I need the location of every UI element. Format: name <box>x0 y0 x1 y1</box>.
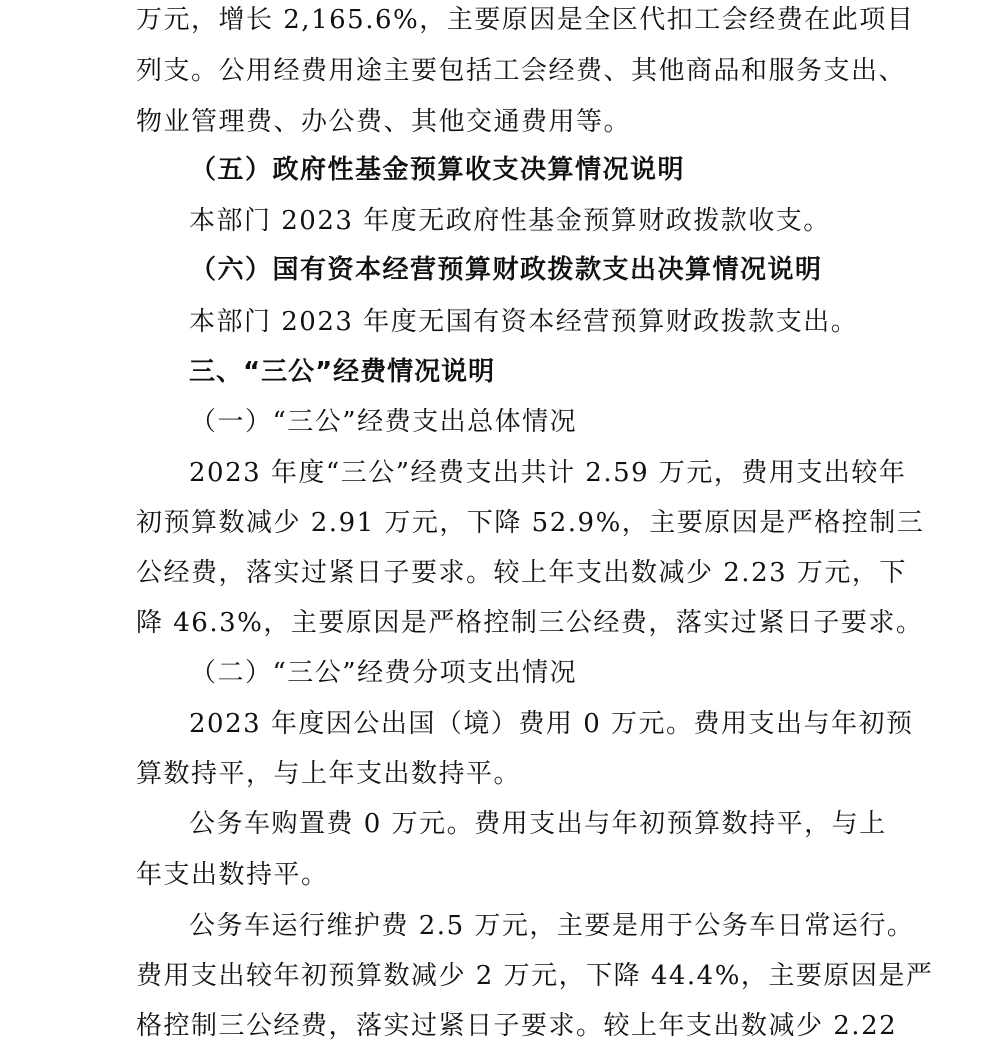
paragraph-line: 年支出数持平。 <box>136 860 329 890</box>
paragraph-line: 2023 年度因公出国（境）费用 0 万元。费用支出与年初预 <box>189 709 914 739</box>
paragraph-line: 公经费，落实过紧日子要求。较上年支出数减少 2.23 万元，下 <box>136 558 907 588</box>
paragraph-line: 公务车购置费 0 万元。费用支出与年初预算数持平，与上 <box>189 809 887 839</box>
paragraph-line: 本部门 2023 年度无国有资本经营预算财政拨款支出。 <box>189 307 859 337</box>
paragraph-line: 万元，增长 2,165.6%，主要原因是全区代扣工会经费在此项目 <box>136 5 915 35</box>
subsection-heading-one: （一）“三公”经费支出总体情况 <box>190 407 578 437</box>
paragraph-line: 初预算数减少 2.91 万元，下降 52.9%，主要原因是严格控制三 <box>136 508 925 538</box>
paragraph-line: 公务车运行维护费 2.5 万元，主要是用于公务车日常运行。 <box>189 911 915 941</box>
chapter-heading-three: 三、“三公”经费情况说明 <box>189 357 496 387</box>
paragraph-line: 算数持平，与上年支出数持平。 <box>136 759 522 789</box>
paragraph-line: 降 46.3%，主要原因是严格控制三公经费，落实过紧日子要求。 <box>136 608 924 638</box>
section-heading-six: （六）国有资本经营预算财政拨款支出决算情况说明 <box>190 255 823 285</box>
paragraph-line: 本部门 2023 年度无政府性基金预算财政拨款收支。 <box>189 206 831 236</box>
section-heading-five: （五）政府性基金预算收支决算情况说明 <box>190 155 686 185</box>
paragraph-line: 列支。公用经费用途主要包括工会经费、其他商品和服务支出、 <box>136 56 907 86</box>
paragraph-line: 物业管理费、办公费、其他交通费用等。 <box>136 107 632 137</box>
paragraph-line: 费用支出较年初预算数减少 2 万元，下降 44.4%，主要原因是严 <box>136 961 934 991</box>
paragraph-line: 格控制三公经费，落实过紧日子要求。较上年支出数减少 2.22 <box>136 1011 898 1041</box>
paragraph-line: 2023 年度“三公”经费支出共计 2.59 万元，费用支出较年 <box>189 458 907 488</box>
subsection-heading-two: （二）“三公”经费分项支出情况 <box>190 658 578 688</box>
